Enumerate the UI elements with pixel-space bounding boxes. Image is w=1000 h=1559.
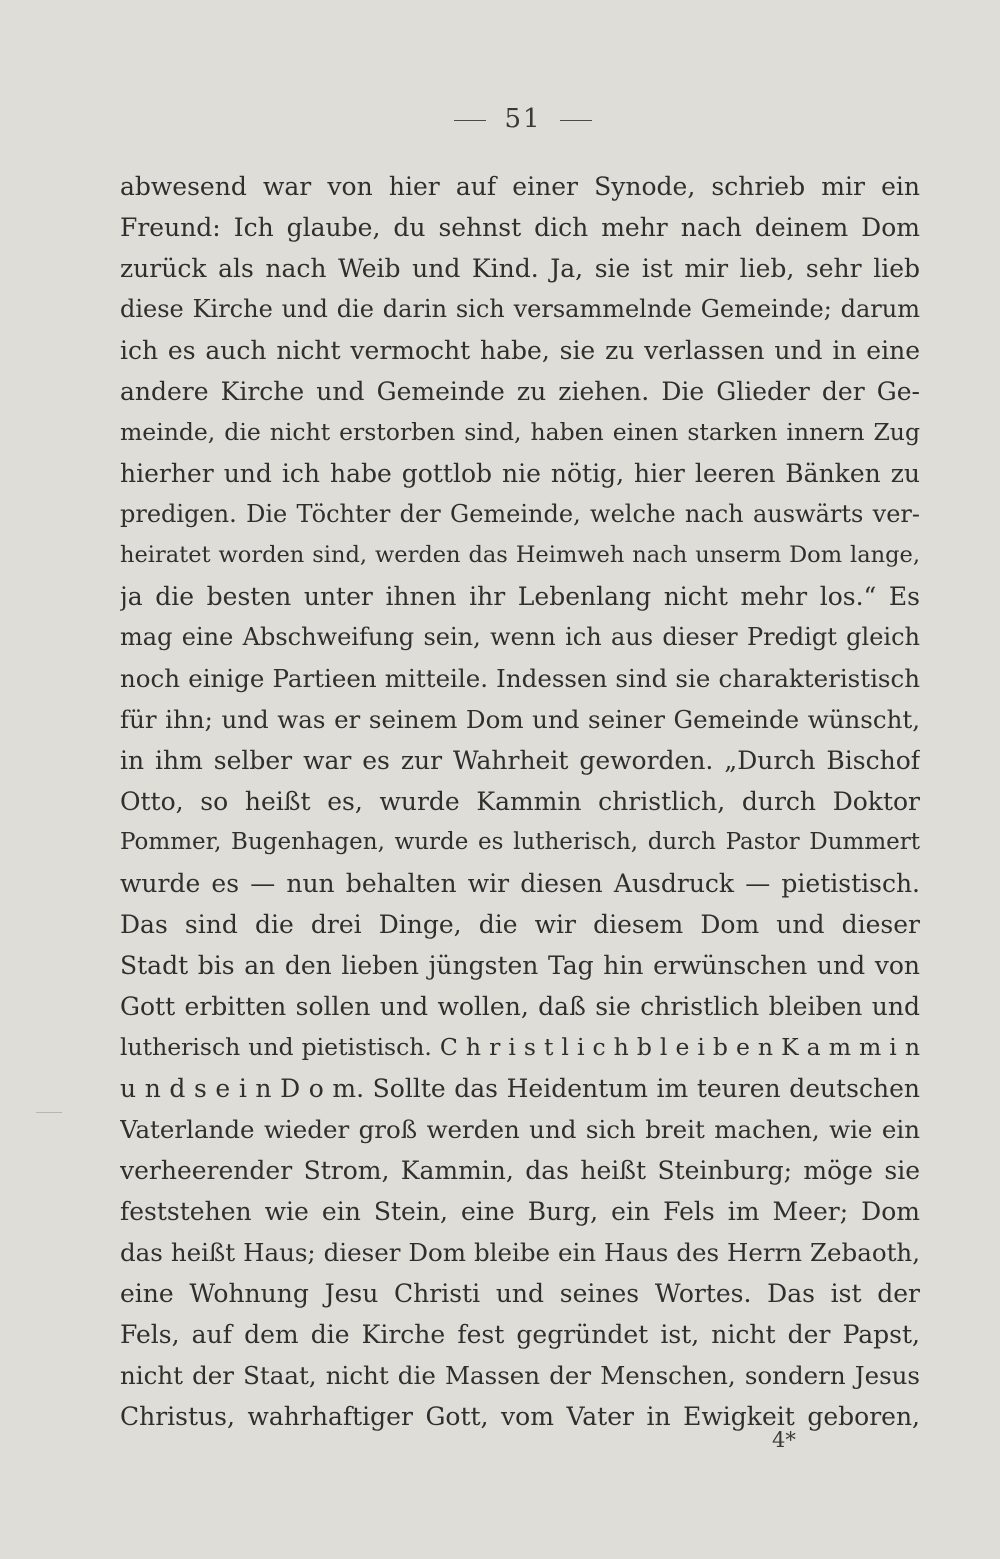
body-text [120,166,920,1437]
text-line: hierher und ich habe gottlob nie nötig, hier leeren Bänken zu [120,459,920,488]
text-line: Stadt bis an den lieben jüngsten Tag hin erwünschen und von [120,951,920,980]
text-line: Freund: Ich glaube, du sehnst dich mehr nach deinem Dom [120,213,920,242]
text-line: eine Wohnung Jesu Christi und seines Wortes. Das ist der [120,1279,920,1308]
text-line: Christus, wahrhaftiger Gott, vom Vater in Ewigkeit geboren, [120,1402,920,1431]
header-dash-left [454,120,486,121]
text-line: zurück als nach Weib und Kind. Ja, sie ist mir lieb, sehr lieb [120,254,920,283]
text-line: meinde, die nicht erstorben sind, haben einen starken innern Zug [120,418,920,446]
text-line: nicht der Staat, nicht die Massen der Menschen, sondern Jesus [120,1361,920,1390]
text-line: Das sind die drei Dinge, die wir diesem Dom und dieser [120,910,920,939]
text-line: ich es auch nicht vermocht habe, sie zu verlassen und in eine [120,336,920,365]
text-line: u n d s e i n D o m. Sollte das Heidentum im teuren deutschen [120,1074,920,1103]
text-line: verheerender Strom, Kammin, das heißt Steinburg; möge sie [120,1156,920,1185]
text-line: Pommer, Bugenhagen, wurde es lutherisch, durch Pastor Dummert [120,829,920,855]
text-line: wurde es — nun behalten wir diesen Ausdruck — pietistisch. [120,869,920,898]
page-header [0,104,1000,134]
page-number: 51 [504,104,542,134]
text-line: Vaterlande wieder groß werden und sich breit machen, wie ein [120,1115,920,1144]
text-line: predigen. Die Töchter der Gemeinde, welche nach auswärts ver- [120,500,920,528]
text-line: Gott erbitten sollen und wollen, daß sie christlich bleiben und [120,992,920,1021]
text-line: feststehen wie ein Stein, eine Burg, ein Fels im Meer; Dom [120,1197,920,1226]
margin-mark [36,1112,62,1113]
text-line: heiratet worden sind, werden das Heimweh nach unserm Dom lange, [120,542,920,568]
text-line: das heißt Haus; dieser Dom bleibe ein Haus des Herrn Zebaoth, [120,1238,920,1267]
signature-mark: 4* [772,1428,796,1452]
text-line: für ihn; und was er seinem Dom und seiner Gemeinde wünscht, [120,705,920,734]
text-line: abwesend war von hier auf einer Synode, schrieb mir ein [120,172,920,201]
text-line: ja die besten unter ihnen ihr Lebenlang nicht mehr los.“ Es [120,582,920,611]
text-line: mag eine Abschweifung sein, wenn ich aus dieser Predigt gleich [120,623,920,651]
text-line: andere Kirche und Gemeinde zu ziehen. Die Glieder der Ge- [120,377,920,406]
text-line: lutherisch und pietistisch. C h r i s t l i c h b l e i b e n K a m m i n [120,1033,920,1061]
header-dash-right [560,120,592,121]
text-line: Otto, so heißt es, wurde Kammin christlich, durch Doktor [120,787,920,816]
text-line: noch einige Partieen mitteile. Indessen sind sie charakteristisch [120,664,920,693]
text-line: diese Kirche und die darin sich versammelnde Gemeinde; darum [120,295,920,323]
text-line: in ihm selber war es zur Wahrheit geworden. „Durch Bischof [120,746,920,775]
text-line: Fels, auf dem die Kirche fest gegründet ist, nicht der Papst, [120,1320,920,1349]
